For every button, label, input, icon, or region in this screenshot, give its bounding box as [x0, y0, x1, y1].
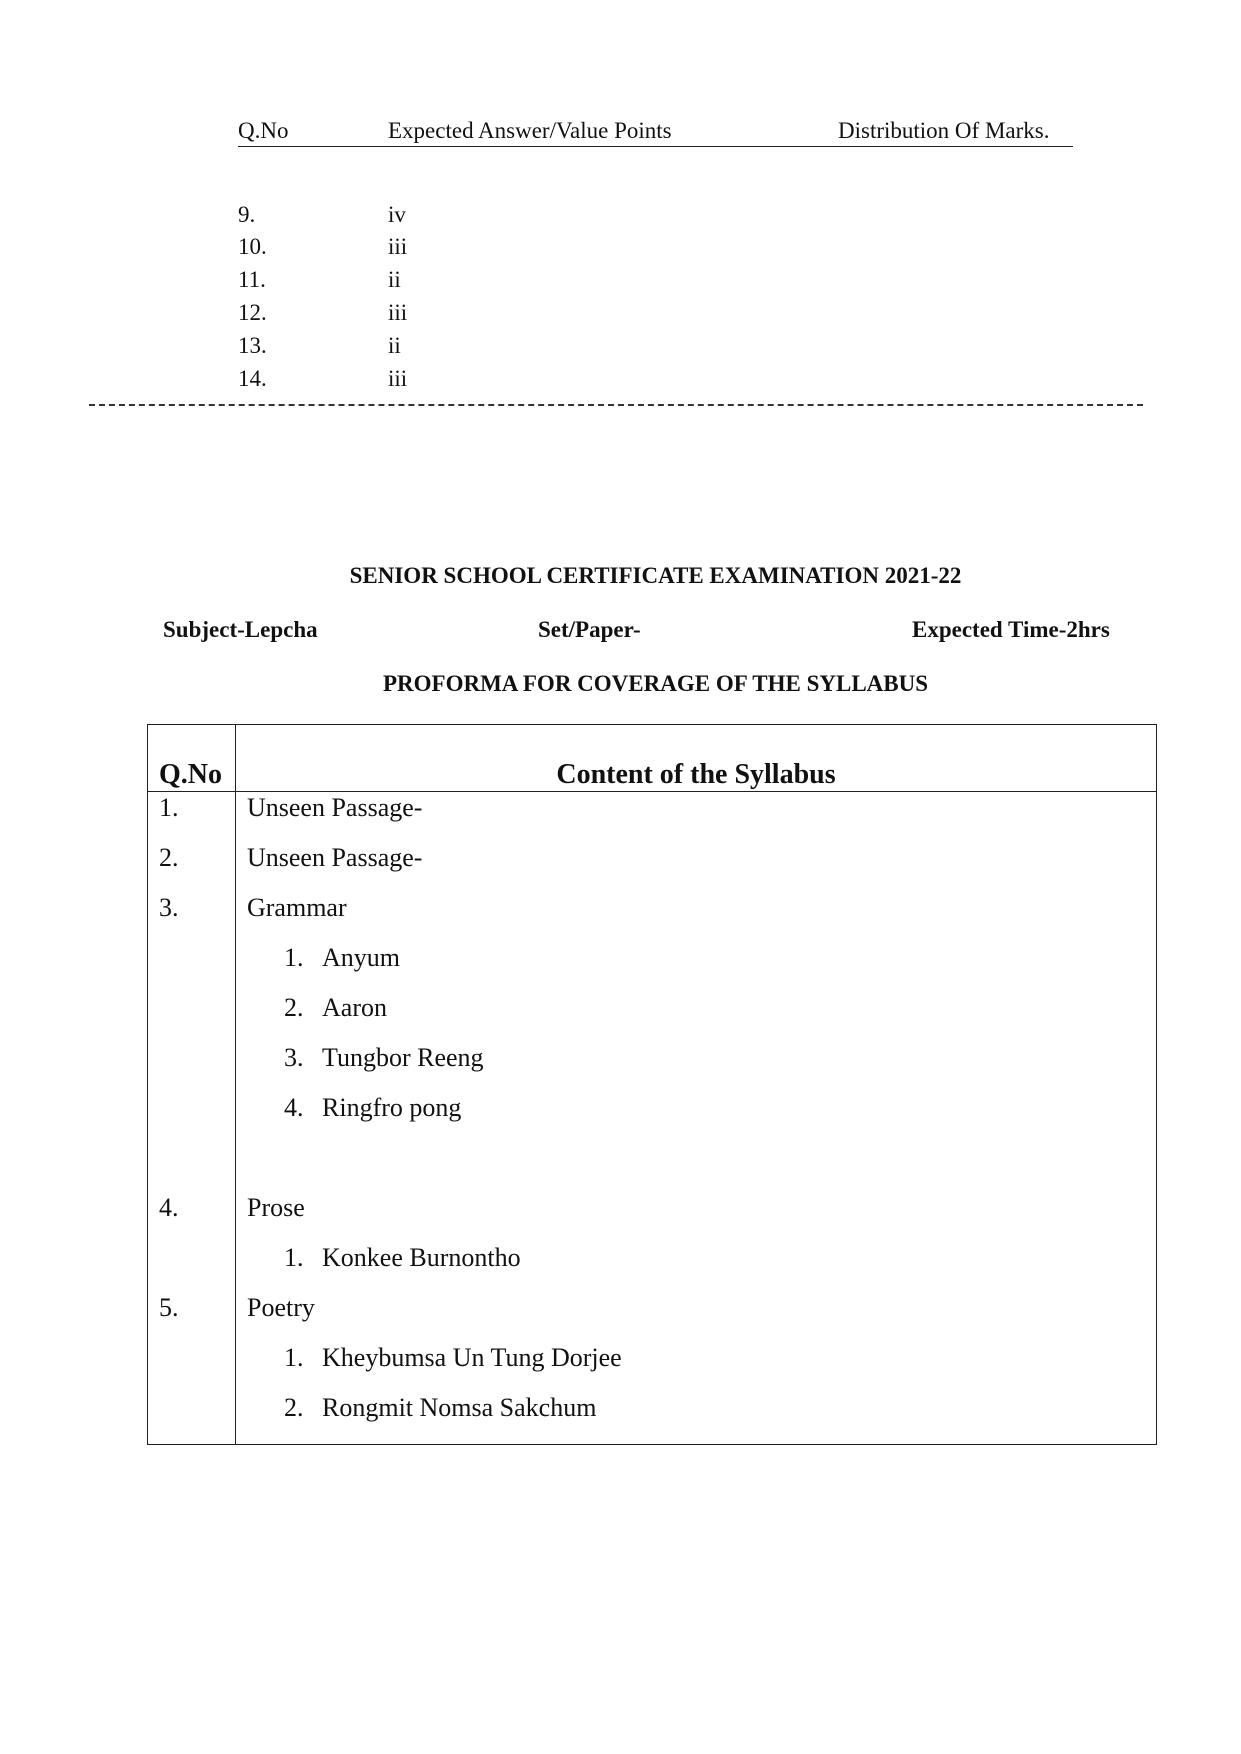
answer-value: iii — [388, 366, 408, 391]
syllabus-question-number: 1. — [159, 793, 179, 822]
answer-value: iv — [388, 202, 406, 227]
answer-row — [238, 267, 638, 297]
syllabus-question-number: 5. — [159, 1293, 179, 1322]
syllabus-table — [147, 724, 1157, 1445]
subitem-text: Aaron — [322, 993, 387, 1022]
syllabus-subitem — [284, 1243, 521, 1273]
answer-row — [238, 202, 638, 232]
subitem-number: 4. — [284, 1093, 304, 1122]
subitem-number: 2. — [284, 993, 304, 1022]
exam-set-paper: Set/Paper- — [538, 617, 641, 642]
answer-question-number: 12. — [238, 300, 267, 325]
answer-question-number: 11. — [238, 267, 266, 292]
answer-row — [238, 300, 638, 330]
dashed-divider — [89, 404, 1143, 406]
answer-question-number: 14. — [238, 366, 267, 391]
subitem-text: Rongmit Nomsa Sakchum — [322, 1393, 597, 1422]
syllabus-topic: Unseen Passage- — [247, 793, 423, 822]
subitem-text: Tungbor Reeng — [322, 1043, 484, 1072]
subitem-number: 1. — [284, 1243, 304, 1272]
answer-row — [238, 366, 638, 396]
subitem-text: Anyum — [322, 943, 400, 972]
syllabus-subitem — [284, 1093, 461, 1123]
exam-expected-time: Expected Time-2hrs — [912, 617, 1110, 642]
answer-question-number: 13. — [238, 333, 267, 358]
table-column-divider — [235, 725, 236, 1444]
answer-question-number: 10. — [238, 234, 267, 259]
table-header-divider — [148, 791, 1156, 792]
answer-key-header — [238, 118, 1073, 147]
answer-row — [238, 234, 638, 264]
subitem-number: 2. — [284, 1393, 304, 1422]
subitem-text: Kheybumsa Un Tung Dorjee — [322, 1343, 622, 1372]
table-header-qno: Q.No — [159, 759, 222, 790]
syllabus-question-number: 4. — [159, 1193, 179, 1222]
syllabus-question-number: 2. — [159, 843, 179, 872]
syllabus-topic: Unseen Passage- — [247, 843, 423, 872]
table-header-content: Content of the Syllabus — [556, 759, 836, 790]
answer-key-expected-header: Expected Answer/Value Points — [388, 118, 672, 143]
exam-subject: Subject-Lepcha — [163, 617, 318, 642]
subitem-number: 1. — [284, 1343, 304, 1372]
syllabus-subitem — [284, 943, 400, 973]
answer-value: iii — [388, 300, 408, 325]
syllabus-subitem — [284, 1393, 596, 1423]
answer-key-qno-header: Q.No — [238, 118, 289, 143]
exam-title: SENIOR SCHOOL CERTIFICATE EXAMINATION 2021-22 — [349, 563, 962, 588]
subitem-number: 3. — [284, 1043, 304, 1072]
syllabus-subitem — [284, 993, 387, 1023]
syllabus-topic: Grammar — [247, 893, 347, 922]
subitem-number: 1. — [284, 943, 304, 972]
syllabus-subitem — [284, 1343, 622, 1373]
answer-key-distribution-header: Distribution Of Marks. — [838, 118, 1050, 143]
syllabus-topic: Poetry — [247, 1293, 315, 1322]
subitem-text: Konkee Burnontho — [322, 1243, 521, 1272]
subitem-text: Ringfro pong — [322, 1093, 462, 1122]
answer-value: ii — [388, 333, 401, 358]
answer-row — [238, 333, 638, 363]
answer-value: iii — [388, 234, 408, 259]
proforma-title: PROFORMA FOR COVERAGE OF THE SYLLABUS — [382, 671, 929, 696]
answer-question-number: 9. — [238, 202, 256, 227]
syllabus-question-number: 3. — [159, 893, 179, 922]
answer-value: ii — [388, 267, 401, 292]
syllabus-topic: Prose — [247, 1193, 305, 1222]
syllabus-subitem — [284, 1043, 484, 1073]
